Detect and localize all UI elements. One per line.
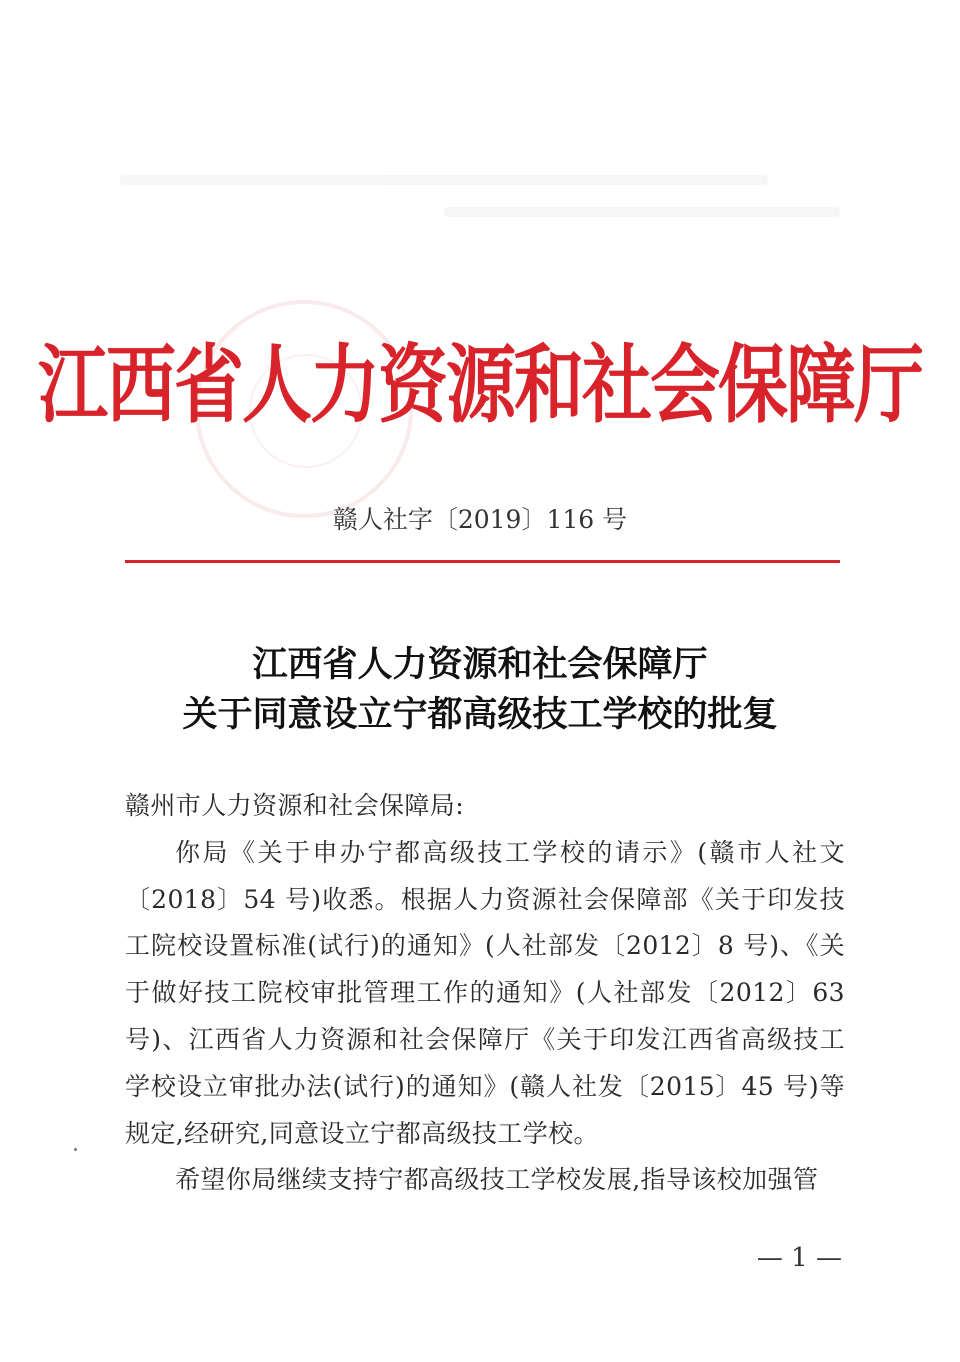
red-divider-line [125, 560, 840, 563]
organization-heading: 江西省人力资源和社会保障厅 [38, 333, 922, 436]
document-title-line1: 江西省人力资源和社会保障厅 [252, 644, 708, 685]
document-title [0, 640, 960, 740]
page-number: — 1 — [756, 1243, 842, 1273]
document-title-line2: 关于同意设立宁都高级技工学校的批复 [182, 694, 778, 735]
document-body [125, 783, 845, 1204]
document-number: 赣人社字〔2019〕116 号 [332, 505, 628, 534]
scan-speck [74, 1148, 77, 1151]
body-paragraph-1: 你局《关于申办宁都高级技工学校的请示》(赣市人社文〔2018〕54 号)收悉。根据人力资源社会保障部《关于印发技工院校设置标准(试行)的通知》(人社部发〔2012〕8 号)、《关于做好技工院校审批管理工作的通知》(人社部发〔2012〕63 号)、江西省人力资源和社会保障厅《关于印发江西省高级技工学校设立审批办法(试行)的通知》(赣人社发〔2015〕45 号)等规定,经研究,同意设立宁都高级技工学校。 [125, 837, 845, 1148]
body-paragraph-2: 希望你局继续支持宁都高级技工学校发展,指导该校加强管 [175, 1165, 819, 1195]
addressee: 赣州市人力资源和社会保障局: [125, 791, 465, 820]
faint-bleedthrough [120, 175, 840, 245]
